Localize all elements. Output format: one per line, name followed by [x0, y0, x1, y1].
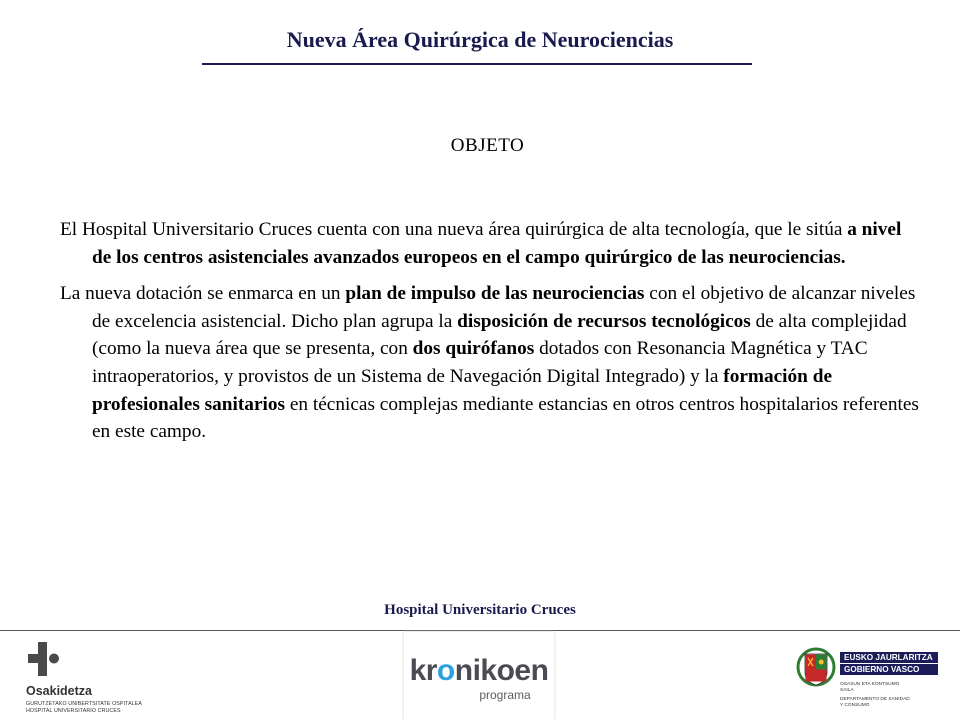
emphasis-text: dos quirófanos	[412, 338, 535, 360]
kronikoen-word-start: kr	[409, 654, 437, 687]
gv-dept-spanish-2: Y CONSUMO	[840, 703, 870, 708]
emphasis-text: disposición de recursos tecnológicos	[457, 310, 751, 332]
paragraph-2	[60, 280, 920, 446]
paragraph-text: en técnicas complejas mediante estancias en otros centros hospitalarios referentes en este campo.	[92, 393, 919, 443]
body-text	[60, 216, 920, 455]
osakidetza-logo	[24, 640, 164, 720]
osakidetza-line2: HOSPITAL UNIVERSITARIO CRUCES	[26, 708, 121, 714]
gv-dept-basque-1: OSASUN ETA KONTSUMO	[840, 682, 900, 687]
gv-dept-spanish-1: DEPARTAMENTO DE SANIDAD	[840, 697, 910, 702]
osakidetza-cross-icon	[26, 640, 62, 680]
footer-hospital-name: Hospital Universitario Cruces	[384, 602, 576, 618]
kronikoen-subtitle: programa	[479, 688, 531, 702]
emphasis-text: a nivel de los centros asistenciales avanzados europeos en el campo quirúrgico de las neurociencias.	[92, 219, 902, 268]
kronikoen-logo	[404, 632, 554, 720]
paragraph-text: con el objetivo de alcanzar niveles de excelencia asistencial. Dicho plan agrupa la	[92, 283, 916, 332]
gv-bar-spanish: GOBIERNO VASCO	[840, 664, 938, 675]
title-underline	[202, 63, 752, 65]
osakidetza-line1: GURUTZETAKO UNIBERTSITATE OSPITALEA	[26, 701, 143, 707]
slide-title: Nueva Área Quirúrgica de Neurociencias	[286, 27, 674, 52]
osakidetza-name: Osakidetza	[26, 684, 93, 698]
emphasis-text: formación de profesionales sanitarios	[92, 365, 832, 415]
paragraph-text: de alta complejidad (como la nueva área que se presenta, con	[92, 310, 907, 360]
kronikoen-wordmark	[404, 654, 554, 688]
gv-bar-basque: EUSKO JAURLARITZA	[840, 652, 938, 663]
basque-coat-of-arms-icon	[796, 644, 836, 690]
kronikoen-word-o: o	[436, 654, 455, 687]
gv-dept-basque-2: SAILA	[840, 688, 854, 693]
footer-divider	[0, 630, 960, 631]
paragraph-text: dotados con Resonancia Magnética y TAC intraoperatorios, y provistos de un Sistema de Navegación Digital Integrado) y la	[92, 338, 868, 387]
gobierno-vasco-logo	[794, 640, 960, 720]
kronikoen-word-end: nikoen	[454, 654, 549, 687]
emphasis-text: plan de impulso de las neurociencias	[345, 283, 645, 305]
paragraph-text: La nueva dotación se enmarca en un	[60, 283, 346, 305]
section-heading: OBJETO	[450, 135, 525, 156]
paragraph-1	[60, 216, 920, 271]
paragraph-text: El Hospital Universitario Cruces cuenta con una nueva área quirúrgica de alta tecnología, que le sitúa	[60, 219, 848, 240]
